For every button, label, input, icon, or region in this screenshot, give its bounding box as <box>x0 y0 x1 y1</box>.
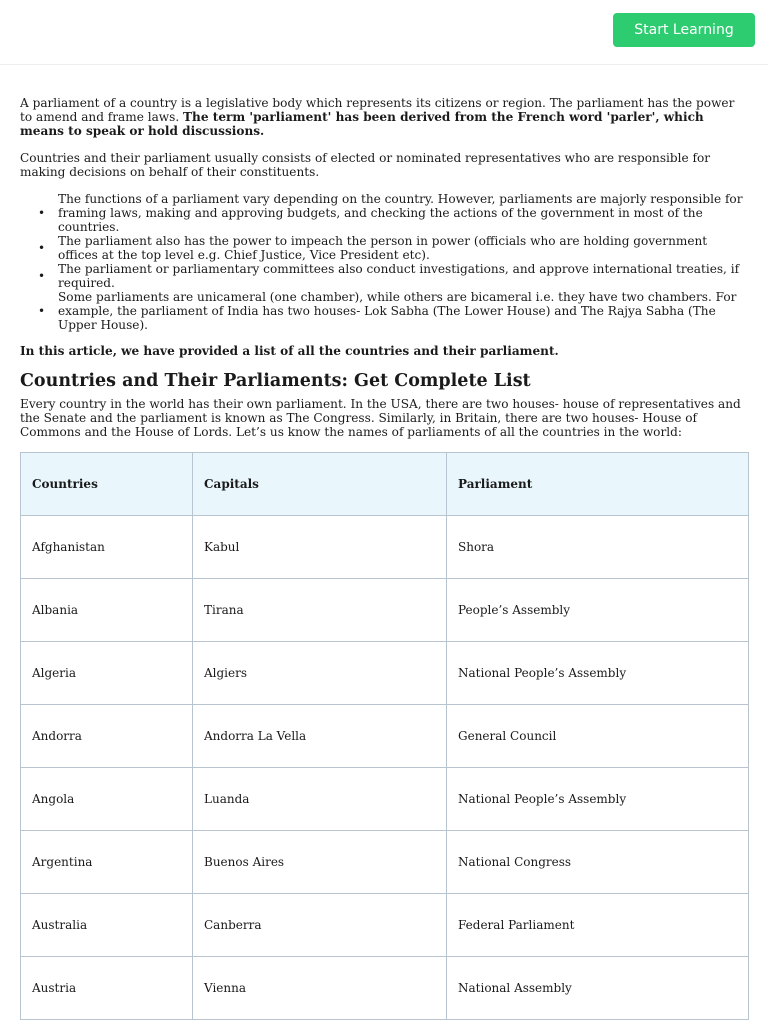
intro-bold-text: The term 'parliament' has been derived from the French word 'parler', which means to speak or hold discussions. <box>20 110 704 138</box>
article-summary: In this article, we have provided a list of all the countries and their parliament. <box>20 344 559 358</box>
country-cell: Austria <box>21 957 193 1020</box>
intro-paragraph-1 <box>20 96 748 138</box>
country-cell: Angola <box>21 768 193 831</box>
column-header-countries: Countries <box>21 453 193 516</box>
table-row <box>21 831 749 894</box>
capital-cell: Algiers <box>193 642 447 705</box>
capital-cell: Vienna <box>193 957 447 1020</box>
capital-cell: Kabul <box>193 516 447 579</box>
parliament-cell: Federal Parliament <box>447 894 749 957</box>
table-row <box>21 768 749 831</box>
capital-cell: Andorra La Vella <box>193 705 447 768</box>
parliament-cell: People’s Assembly <box>447 579 749 642</box>
capital-cell: Buenos Aires <box>193 831 447 894</box>
table-row <box>21 957 749 1020</box>
country-cell: Andorra <box>21 705 193 768</box>
column-header-capitals: Capitals <box>193 453 447 516</box>
capital-cell: Tirana <box>193 579 447 642</box>
section-heading: Countries and Their Parliaments: Get Complete List <box>20 371 531 391</box>
parliament-cell: Shora <box>447 516 749 579</box>
facts-list <box>20 192 748 332</box>
top-bar <box>0 0 768 65</box>
capital-cell: Canberra <box>193 894 447 957</box>
list-item: • The parliament or parliamentary committees also conduct investigations, and approve international treaties, if required. <box>58 262 748 290</box>
table-header-row <box>21 453 749 516</box>
table-row <box>21 705 749 768</box>
country-cell: Argentina <box>21 831 193 894</box>
list-item: • The functions of a parliament vary depending on the country. However, parliaments are majorly responsible for framing laws, making and approving budgets, and checking the actions of the government in most of the countries. <box>58 192 748 234</box>
intro-paragraph-2: Countries and their parliament usually consists of elected or nominated representatives who are responsible for making decisions on behalf of their constituents. <box>20 151 711 179</box>
section-paragraph: Every country in the world has their own parliament. In the USA, there are two houses- house of representatives and the Senate and the parliament is known as The Congress. Similarly, in Britain, there are two houses- House of Commons and the House of Lords. Let’s us know the names of parliaments of all the countries in the world: <box>20 397 741 439</box>
table-row <box>21 894 749 957</box>
country-cell: Algeria <box>21 642 193 705</box>
list-item: • Some parliaments are unicameral (one chamber), while others are bicameral i.e. they have two chambers. For example, the parliament of India has two houses- Lok Sabha (The Lower House) and The Rajya Sabha (The Upper House). <box>58 290 748 332</box>
intro-text: A parliament of a country is a legislative body which represents its citizens or region. The parliament has the power to amend and frame laws. <box>20 96 735 124</box>
table-row <box>21 642 749 705</box>
parliament-cell: National Congress <box>447 831 749 894</box>
article-content <box>0 96 768 1020</box>
country-cell: Albania <box>21 579 193 642</box>
parliament-cell: General Council <box>447 705 749 768</box>
country-cell: Afghanistan <box>21 516 193 579</box>
table-row <box>21 516 749 579</box>
list-item: • The parliament also has the power to impeach the person in power (officials who are holding government offices at the top level e.g. Chief Justice, Vice President etc). <box>58 234 748 262</box>
parliament-cell: National Assembly <box>447 957 749 1020</box>
start-learning-button[interactable]: Start Learning <box>613 13 755 47</box>
table-row <box>21 579 749 642</box>
country-cell: Australia <box>21 894 193 957</box>
column-header-parliament: Parliament <box>447 453 749 516</box>
parliament-cell: National People’s Assembly <box>447 642 749 705</box>
parliament-table <box>20 452 749 1020</box>
capital-cell: Luanda <box>193 768 447 831</box>
parliament-cell: National People’s Assembly <box>447 768 749 831</box>
